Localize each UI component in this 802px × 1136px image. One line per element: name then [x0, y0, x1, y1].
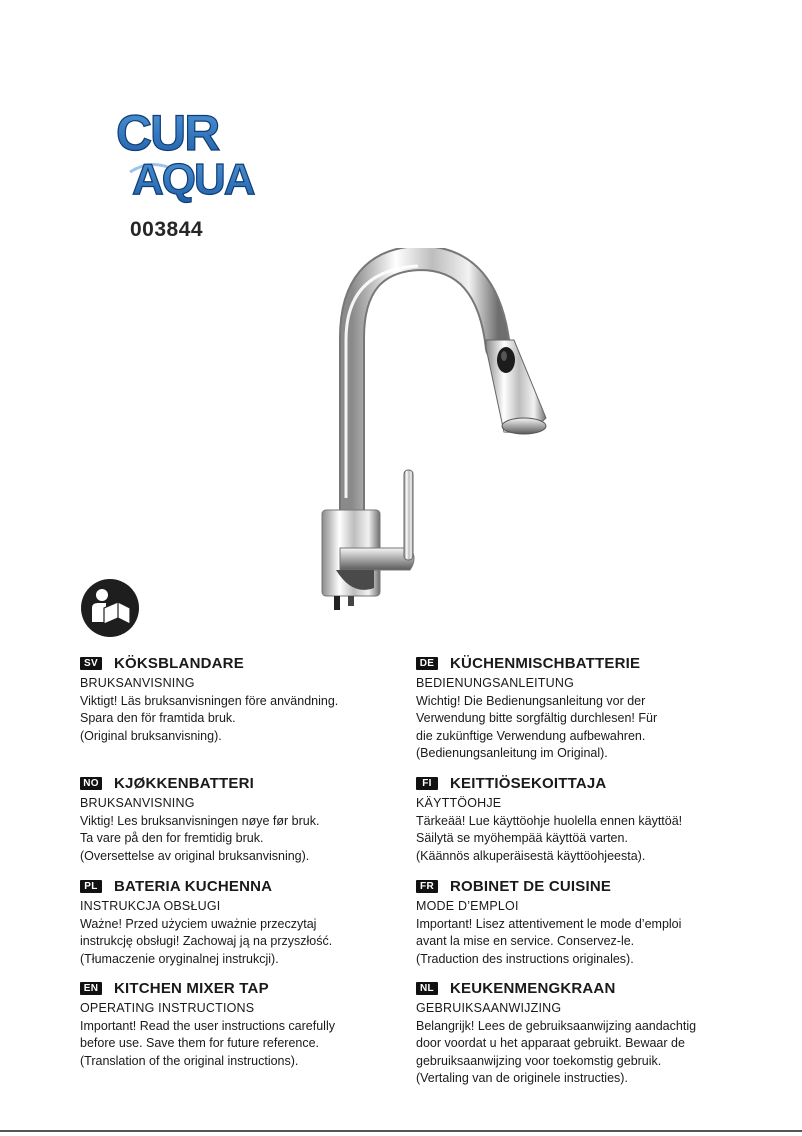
logo-line1: CUR: [116, 105, 219, 161]
section-de: [416, 655, 736, 762]
section-subtitle: OPERATING INSTRUCTIONS: [80, 1001, 255, 1016]
section-title: KÖKSBLANDARE: [114, 655, 244, 672]
product-code: 003844: [130, 218, 204, 241]
section-line: Verwendung bitte sorgfältig durchlesen! Für: [416, 711, 658, 726]
section-line: Belangrijk! Lees de gebruiksaanwijzing aandachtig: [416, 1018, 697, 1033]
section-line: door voordat u het apparaat gebruikt. Bewaar de: [416, 1036, 685, 1051]
section-line: Important! Read the user instructions carefully: [80, 1018, 335, 1033]
section-fi: [416, 775, 736, 865]
section-en: [80, 980, 400, 1070]
section-subtitle: MODE D’EMPLOI: [416, 899, 519, 914]
section-title: KEUKENMENGKRAAN: [450, 980, 616, 997]
section-line: Wichtig! Die Bedienungsanleitung vor der: [416, 693, 646, 708]
lang-badge-sv: SV: [80, 657, 102, 670]
section-line: Ważne! Przed użyciem uważnie przeczytaj: [80, 916, 317, 931]
lang-badge-fi: FI: [416, 777, 438, 790]
section-title: KJØKKENBATTERI: [114, 775, 255, 792]
section-subtitle: KÄYTTÖOHJE: [416, 796, 502, 811]
kitchen-faucet-image: [300, 248, 560, 613]
section-line: (Oversettelse av original bruksanvisning).: [80, 848, 310, 863]
section-fr: [416, 878, 736, 968]
section-title: KITCHEN MIXER TAP: [114, 980, 269, 997]
section-line: avant la mise en service. Conservez-le.: [416, 934, 635, 949]
section-line: before use. Save them for future reference.: [80, 1036, 320, 1051]
lang-badge-nl: NL: [416, 982, 438, 995]
section-nl: [416, 980, 736, 1087]
section-line: Viktig! Les bruksanvisningen nøye før bruk.: [80, 813, 320, 828]
section-line: (Traduction des instructions originales).: [416, 951, 634, 966]
lang-badge-no: NO: [80, 777, 102, 790]
section-title: KÜCHENMISCHBATTERIE: [450, 655, 641, 672]
section-line: Tärkeää! Lue käyttöohje huolella ennen käyttöä!: [416, 813, 683, 828]
section-line: (Käännös alkuperäisestä käyttöohjeesta).: [416, 848, 646, 863]
section-title: KEITTIÖSEKOITTAJA: [450, 775, 607, 792]
section-no: [80, 775, 400, 865]
lang-badge-en: EN: [80, 982, 102, 995]
section-line: (Translation of the original instructions).: [80, 1053, 299, 1068]
section-subtitle: BRUKSANVISNING: [80, 796, 195, 811]
lang-badge-pl: PL: [80, 880, 102, 893]
bottom-rule: [0, 1130, 802, 1132]
section-line: die zukünftige Verwendung aufbewahren.: [416, 728, 646, 743]
section-subtitle: GEBRUIKSAANWIJZING: [416, 1001, 562, 1016]
section-line: Important! Lisez attentivement le mode d’emploi: [416, 916, 682, 931]
lang-badge-de: DE: [416, 657, 438, 670]
section-line: instrukcję obsługi! Zachowaj ją na przyszłość.: [80, 934, 333, 949]
section-line: Ta vare på den for fremtidig bruk.: [80, 831, 264, 846]
logo-line2: AQUA: [132, 155, 254, 204]
section-sv: [80, 655, 400, 745]
section-subtitle: BRUKSANVISNING: [80, 676, 195, 691]
section-line: (Original bruksanvisning).: [80, 728, 222, 743]
read-manual-icon: [80, 578, 140, 638]
section-line: gebruiksaanwijzing voor toekomstig gebruik.: [416, 1053, 662, 1068]
lang-badge-fr: FR: [416, 880, 438, 893]
section-subtitle: BEDIENUNGSANLEITUNG: [416, 676, 574, 691]
section-title: BATERIA KUCHENNA: [114, 878, 273, 895]
section-title: ROBINET DE CUISINE: [450, 878, 612, 895]
section-line: (Tłumaczenie oryginalnej instrukcji).: [80, 951, 279, 966]
section-line: Säilytä se myöhempää käyttöä varten.: [416, 831, 628, 846]
curaqua-logo: [112, 98, 270, 208]
section-pl: [80, 878, 400, 968]
section-line: Spara den för framtida bruk.: [80, 711, 236, 726]
section-line: Viktigt! Läs bruksanvisningen före användning.: [80, 693, 339, 708]
section-subtitle: INSTRUKCJA OBSŁUGI: [80, 899, 221, 914]
section-line: (Vertaling van de originele instructies).: [416, 1071, 628, 1086]
section-line: (Bedienungsanleitung im Original).: [416, 746, 608, 761]
